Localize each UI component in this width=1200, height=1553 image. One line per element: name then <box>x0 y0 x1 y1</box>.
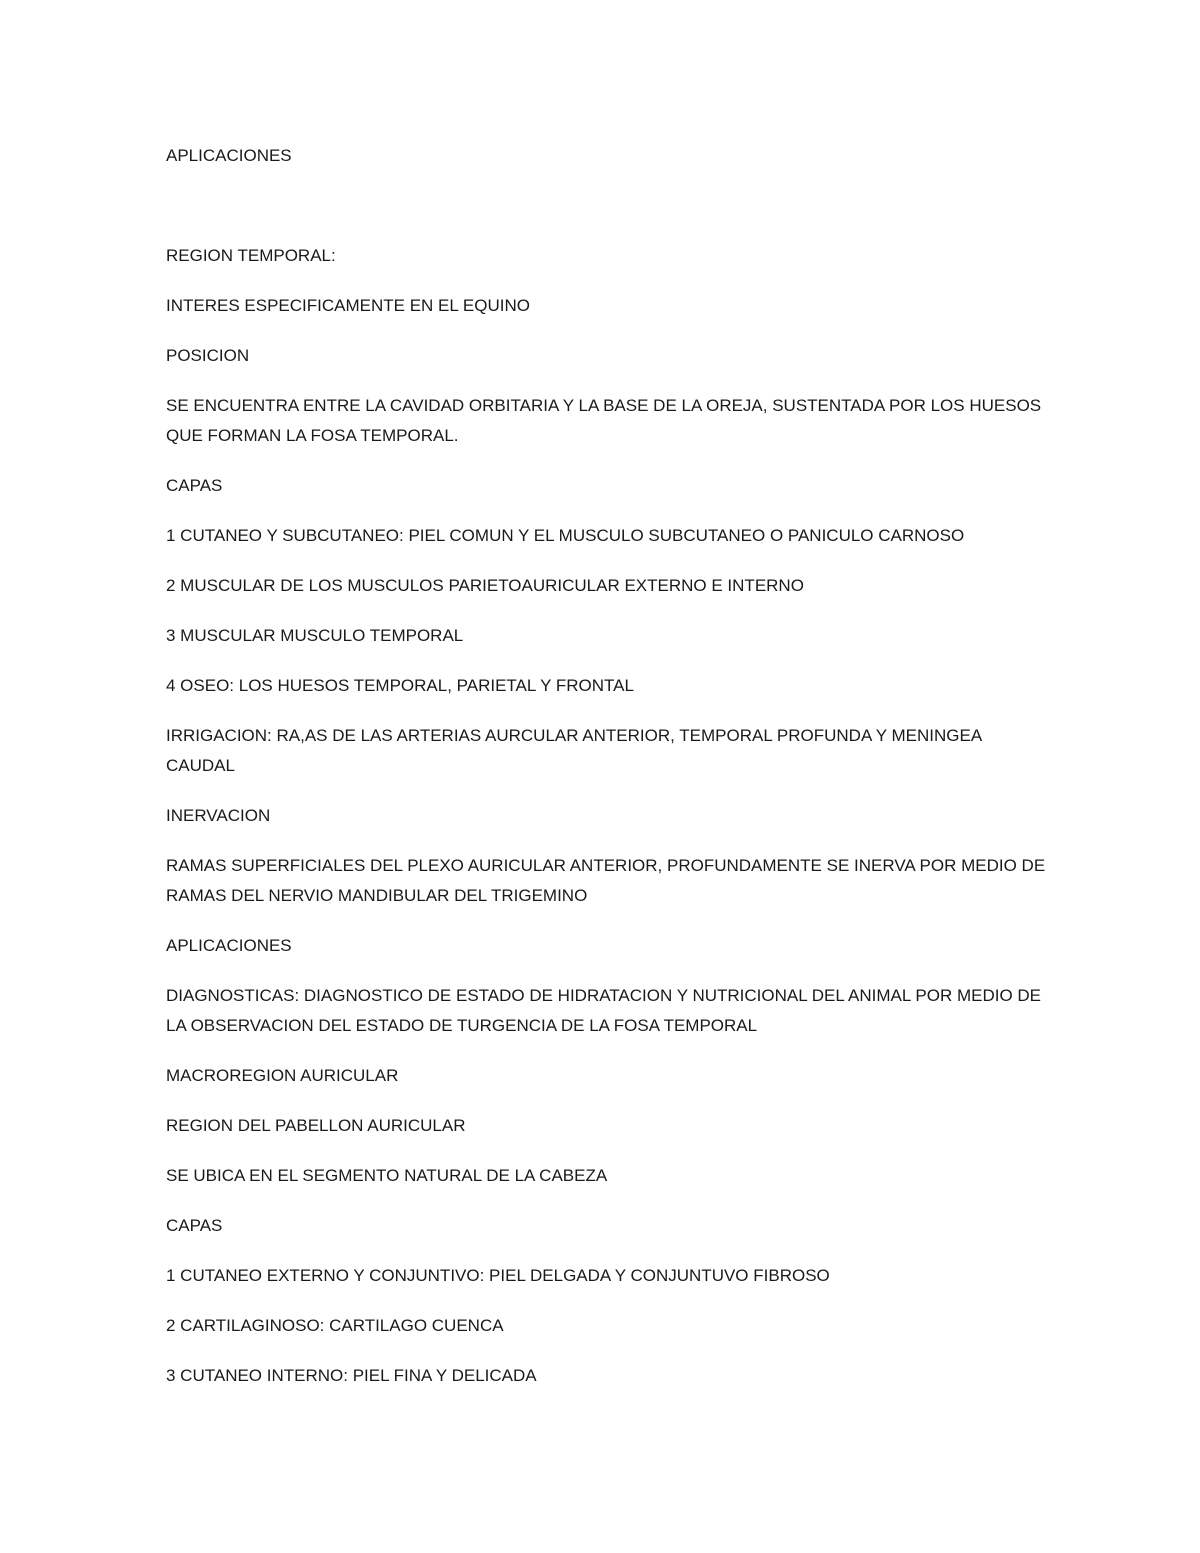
paragraph-interes: INTERES ESPECIFICAMENTE EN EL EQUINO <box>166 296 530 315</box>
section-heading-region-temporal: REGION TEMPORAL: <box>166 246 336 265</box>
paragraph-irrigacion: IRRIGACION: RA,AS DE LAS ARTERIAS AURCULAR ANTERIOR, TEMPORAL PROFUNDA Y MENINGEA CAUDAL <box>166 726 982 775</box>
section-heading-inervacion: INERVACION <box>166 806 271 825</box>
section-heading-aplicaciones: APLICACIONES <box>166 936 292 955</box>
list-item-capa-2: 2 MUSCULAR DE LOS MUSCULOS PARIETOAURICULAR EXTERNO E INTERNO <box>166 576 804 595</box>
list-item-auricular-capa-2: 2 CARTILAGINOSO: CARTILAGO CUENCA <box>166 1316 504 1335</box>
section-heading-posicion: POSICION <box>166 346 250 365</box>
paragraph-posicion: SE ENCUENTRA ENTRE LA CAVIDAD ORBITARIA Y LA BASE DE LA OREJA, SUSTENTADA POR LOS HUESOS QUE FORMAN LA FOSA TEMPORAL. <box>166 396 1042 445</box>
paragraph-inervacion: RAMAS SUPERFICIALES DEL PLEXO AURICULAR ANTERIOR, PROFUNDAMENTE SE INERVA POR MEDIO DE RAMAS DEL NERVIO MANDIBULAR DEL TRIGEMINO <box>166 856 1046 905</box>
paragraph-diagnosticas: DIAGNOSTICAS: DIAGNOSTICO DE ESTADO DE HIDRATACION Y NUTRICIONAL DEL ANIMAL POR MEDIO DE LA OBSERVACION DEL ESTADO DE TURGENCIA DE LA FOSA TEMPORAL <box>166 986 1042 1035</box>
list-item-auricular-capa-1: 1 CUTANEO EXTERNO Y CONJUNTIVO: PIEL DELGADA Y CONJUNTUVO FIBROSO <box>166 1266 830 1285</box>
document-body <box>166 141 1046 1411</box>
section-heading-pabellon: REGION DEL PABELLON AURICULAR <box>166 1116 466 1135</box>
list-item-capa-1: 1 CUTANEO Y SUBCUTANEO: PIEL COMUN Y EL MUSCULO SUBCUTANEO O PANICULO CARNOSO <box>166 526 965 545</box>
section-heading-capas-auricular: CAPAS <box>166 1216 223 1235</box>
list-item-capa-3: 3 MUSCULAR MUSCULO TEMPORAL <box>166 626 464 645</box>
list-item-capa-4: 4 OSEO: LOS HUESOS TEMPORAL, PARIETAL Y FRONTAL <box>166 676 634 695</box>
section-heading-macroregion: MACROREGION AURICULAR <box>166 1066 399 1085</box>
section-heading-capas: CAPAS <box>166 476 223 495</box>
paragraph-ubicacion: SE UBICA EN EL SEGMENTO NATURAL DE LA CABEZA <box>166 1166 608 1185</box>
list-item-auricular-capa-3: 3 CUTANEO INTERNO: PIEL FINA Y DELICADA <box>166 1366 537 1385</box>
document-title: APLICACIONES <box>166 146 292 165</box>
